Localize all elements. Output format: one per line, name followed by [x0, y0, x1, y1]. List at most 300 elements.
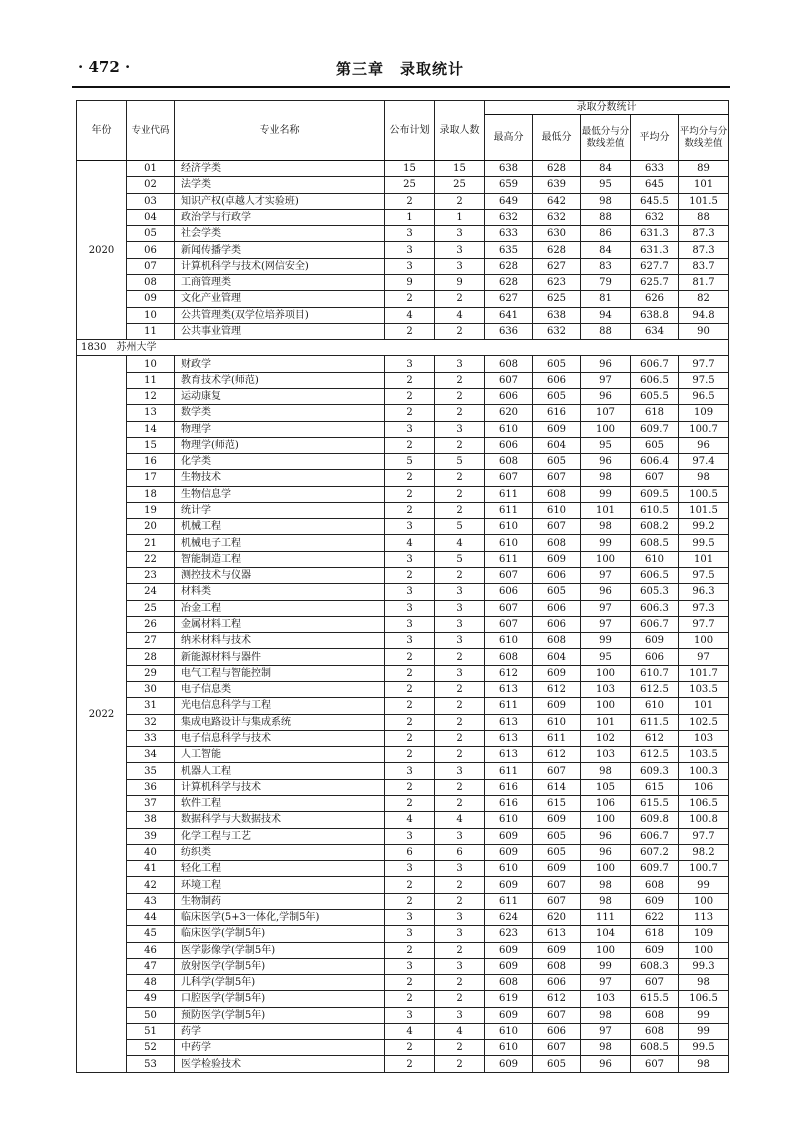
header-name: 专业名称	[175, 101, 385, 161]
table-cell: 106.5	[679, 795, 729, 811]
table-cell: 607	[533, 519, 581, 535]
table-cell: 30	[127, 682, 175, 698]
table-cell: 97.7	[679, 616, 729, 632]
table-cell: 27	[127, 633, 175, 649]
table-cell: 2	[435, 714, 485, 730]
table-cell: 28	[127, 649, 175, 665]
table-cell: 609.8	[631, 812, 679, 828]
table-cell: 3	[385, 958, 435, 974]
table-cell: 生物制药	[175, 893, 385, 909]
table-cell: 97.7	[679, 356, 729, 372]
table-cell: 45	[127, 926, 175, 942]
header-avg: 平均分	[631, 115, 679, 161]
year-cell: 2022	[77, 356, 127, 1072]
table-cell: 608	[485, 649, 533, 665]
table-cell: 2	[435, 568, 485, 584]
table-cell: 626	[631, 291, 679, 307]
table-cell: 生物信息学	[175, 486, 385, 502]
table-cell: 607	[533, 1040, 581, 1056]
table-cell: 605	[533, 828, 581, 844]
table-cell: 25	[385, 177, 435, 193]
table-cell: 99	[679, 877, 729, 893]
table-cell: 83	[581, 258, 631, 274]
table-cell: 101	[679, 698, 729, 714]
table-cell: 610	[533, 714, 581, 730]
table-cell: 2	[435, 991, 485, 1007]
table-cell: 628	[485, 274, 533, 290]
table-cell: 609	[485, 942, 533, 958]
table-cell: 607	[533, 763, 581, 779]
table-cell: 604	[533, 437, 581, 453]
table-row	[77, 844, 729, 860]
table-cell: 98	[581, 877, 631, 893]
table-cell: 98	[581, 893, 631, 909]
table-cell: 2	[435, 730, 485, 746]
table-cell: 610.7	[631, 665, 679, 681]
table-cell: 610	[485, 1023, 533, 1039]
table-cell: 625.7	[631, 274, 679, 290]
table-cell: 49	[127, 991, 175, 1007]
table-cell: 2	[385, 486, 435, 502]
table-cell: 616	[485, 779, 533, 795]
table-cell: 606	[485, 437, 533, 453]
table-cell: 2	[385, 682, 435, 698]
table-cell: 3	[435, 828, 485, 844]
table-cell: 98	[679, 470, 729, 486]
table-cell: 113	[679, 909, 729, 925]
table-cell: 638	[485, 161, 533, 177]
table-cell: 4	[435, 535, 485, 551]
table-cell: 2	[435, 747, 485, 763]
table-cell: 102	[581, 730, 631, 746]
table-cell: 100	[581, 861, 631, 877]
table-cell: 22	[127, 551, 175, 567]
table-cell: 96	[581, 454, 631, 470]
table-cell: 607	[485, 616, 533, 632]
table-cell: 607	[485, 568, 533, 584]
table-cell: 610	[485, 633, 533, 649]
table-cell: 624	[485, 909, 533, 925]
table-cell: 2	[435, 1056, 485, 1072]
table-cell: 618	[631, 405, 679, 421]
table-cell: 107	[581, 405, 631, 421]
table-cell: 人工智能	[175, 747, 385, 763]
table-cell: 冶金工程	[175, 600, 385, 616]
table-row	[77, 291, 729, 307]
table-cell: 100.7	[679, 861, 729, 877]
table-cell: 610	[485, 812, 533, 828]
table-cell: 611	[485, 763, 533, 779]
table-cell: 607.2	[631, 844, 679, 860]
table-cell: 610	[485, 421, 533, 437]
table-cell: 02	[127, 177, 175, 193]
table-cell: 6	[385, 844, 435, 860]
table-cell: 609.7	[631, 861, 679, 877]
table-cell: 608	[533, 958, 581, 974]
table-cell: 102.5	[679, 714, 729, 730]
page-number: · 472 ·	[78, 58, 131, 76]
table-cell: 630	[533, 226, 581, 242]
table-cell: 05	[127, 226, 175, 242]
table-cell: 619	[485, 991, 533, 1007]
table-cell: 95	[581, 649, 631, 665]
header-max: 最高分	[485, 115, 533, 161]
table-cell: 609	[485, 877, 533, 893]
table-row	[77, 405, 729, 421]
table-cell: 3	[385, 633, 435, 649]
table-cell: 101.7	[679, 665, 729, 681]
table-cell: 605	[533, 844, 581, 860]
table-cell: 3	[435, 421, 485, 437]
table-row	[77, 323, 729, 339]
table-cell: 610	[533, 502, 581, 518]
table-cell: 99.5	[679, 535, 729, 551]
header-avg-diff: 平均分与分数线差值	[679, 115, 729, 161]
table-row	[77, 1007, 729, 1023]
table-cell: 18	[127, 486, 175, 502]
table-cell: 99.5	[679, 1040, 729, 1056]
table-cell: 97	[581, 372, 631, 388]
table-cell: 2	[435, 193, 485, 209]
table-cell: 2	[385, 470, 435, 486]
table-cell: 2	[435, 795, 485, 811]
table-row	[77, 1023, 729, 1039]
table-row	[77, 682, 729, 698]
table-cell: 628	[533, 242, 581, 258]
table-cell: 605.3	[631, 584, 679, 600]
table-cell: 613	[485, 714, 533, 730]
table-cell: 609.5	[631, 486, 679, 502]
table-cell: 2	[385, 502, 435, 518]
table-cell: 96	[581, 388, 631, 404]
table-cell: 40	[127, 844, 175, 860]
table-cell: 608	[631, 877, 679, 893]
table-row	[77, 421, 729, 437]
table-cell: 2	[435, 893, 485, 909]
table-cell: 2	[435, 372, 485, 388]
table-cell: 607	[631, 470, 679, 486]
table-cell: 632	[533, 209, 581, 225]
table-cell: 95	[581, 437, 631, 453]
table-cell: 2	[435, 502, 485, 518]
table-row	[77, 763, 729, 779]
table-cell: 87.3	[679, 226, 729, 242]
table-row	[77, 307, 729, 323]
table-cell: 106.5	[679, 991, 729, 1007]
table-cell: 608	[485, 356, 533, 372]
table-cell: 5	[435, 551, 485, 567]
table-row	[77, 877, 729, 893]
table-cell: 604	[533, 649, 581, 665]
table-cell: 607	[533, 470, 581, 486]
table-cell: 633	[485, 226, 533, 242]
table-cell: 14	[127, 421, 175, 437]
table-cell: 公共事业管理	[175, 323, 385, 339]
table-cell: 609	[533, 421, 581, 437]
table-cell: 607	[631, 975, 679, 991]
header-score-group: 录取分数统计	[485, 101, 729, 115]
table-cell: 31	[127, 698, 175, 714]
table-row	[77, 388, 729, 404]
table-cell: 15	[127, 437, 175, 453]
table-cell: 100	[679, 893, 729, 909]
table-cell: 631.3	[631, 226, 679, 242]
table-cell: 628	[533, 161, 581, 177]
table-cell: 605	[631, 437, 679, 453]
table-row	[77, 454, 729, 470]
table-cell: 医学影像学(学制5年)	[175, 942, 385, 958]
table-cell: 中药学	[175, 1040, 385, 1056]
table-cell: 615.5	[631, 795, 679, 811]
table-cell: 2	[435, 779, 485, 795]
table-row	[77, 795, 729, 811]
table-cell: 609	[533, 942, 581, 958]
table-cell: 606	[533, 568, 581, 584]
university-row	[77, 340, 729, 356]
table-cell: 97.7	[679, 828, 729, 844]
table-cell: 81	[581, 291, 631, 307]
table-cell: 29	[127, 665, 175, 681]
table-row	[77, 437, 729, 453]
table-cell: 609	[485, 1056, 533, 1072]
table-cell: 96	[581, 828, 631, 844]
table-cell: 新能源材料与器件	[175, 649, 385, 665]
table-cell: 2	[385, 893, 435, 909]
table-cell: 84	[581, 242, 631, 258]
table-cell: 98	[581, 519, 631, 535]
table-cell: 639	[533, 177, 581, 193]
table-cell: 605	[533, 454, 581, 470]
table-cell: 3	[385, 763, 435, 779]
table-cell: 3	[385, 242, 435, 258]
table-cell: 36	[127, 779, 175, 795]
table-cell: 环境工程	[175, 877, 385, 893]
table-cell: 4	[385, 535, 435, 551]
table-cell: 23	[127, 568, 175, 584]
table-cell: 2	[435, 877, 485, 893]
table-row	[77, 926, 729, 942]
table-cell: 99	[581, 486, 631, 502]
table-cell: 2	[385, 991, 435, 1007]
table-cell: 607	[485, 470, 533, 486]
table-cell: 607	[533, 893, 581, 909]
table-cell: 10	[127, 356, 175, 372]
table-cell: 608	[631, 1007, 679, 1023]
header-min: 最低分	[533, 115, 581, 161]
table-cell: 临床医学(5+3一体化,学制5年)	[175, 909, 385, 925]
table-cell: 电气工程与智能控制	[175, 665, 385, 681]
table-cell: 606.7	[631, 828, 679, 844]
table-cell: 638	[533, 307, 581, 323]
table-row	[77, 714, 729, 730]
table-cell: 41	[127, 861, 175, 877]
table-cell: 608	[533, 486, 581, 502]
table-cell: 101	[581, 714, 631, 730]
table-row	[77, 1056, 729, 1072]
table-cell: 2	[385, 665, 435, 681]
table-cell: 96.3	[679, 584, 729, 600]
table-cell: 109	[679, 926, 729, 942]
table-cell: 635	[485, 242, 533, 258]
table-cell: 52	[127, 1040, 175, 1056]
table-cell: 610	[631, 551, 679, 567]
table-cell: 104	[581, 926, 631, 942]
table-cell: 610	[485, 1040, 533, 1056]
table-cell: 609	[485, 958, 533, 974]
table-cell: 100	[581, 665, 631, 681]
table-cell: 3	[435, 258, 485, 274]
table-cell: 2	[385, 568, 435, 584]
table-cell: 609	[485, 828, 533, 844]
table-cell: 3	[385, 600, 435, 616]
table-cell: 2	[385, 942, 435, 958]
table-cell: 89	[679, 161, 729, 177]
table-cell: 103	[581, 682, 631, 698]
table-cell: 2	[435, 437, 485, 453]
table-cell: 606.5	[631, 372, 679, 388]
table-cell: 608.3	[631, 958, 679, 974]
table-cell: 13	[127, 405, 175, 421]
table-cell: 83.7	[679, 258, 729, 274]
table-cell: 632	[485, 209, 533, 225]
table-cell: 3	[435, 926, 485, 942]
table-cell: 100.3	[679, 763, 729, 779]
table-cell: 606	[533, 600, 581, 616]
table-cell: 数据科学与大数据技术	[175, 812, 385, 828]
table-row	[77, 470, 729, 486]
table-row	[77, 177, 729, 193]
table-cell: 100.8	[679, 812, 729, 828]
table-cell: 3	[435, 633, 485, 649]
table-cell: 609	[533, 551, 581, 567]
table-cell: 95	[581, 177, 631, 193]
table-row	[77, 893, 729, 909]
table-cell: 620	[533, 909, 581, 925]
table-cell: 609	[631, 942, 679, 958]
table-cell: 21	[127, 535, 175, 551]
table-cell: 计算机科学与技术(网信安全)	[175, 258, 385, 274]
table-row	[77, 730, 729, 746]
table-cell: 3	[435, 1007, 485, 1023]
table-cell: 5	[435, 519, 485, 535]
table-cell: 609.7	[631, 421, 679, 437]
table-row	[77, 665, 729, 681]
table-cell: 物理学(师范)	[175, 437, 385, 453]
table-cell: 100	[581, 698, 631, 714]
table-cell: 3	[435, 665, 485, 681]
table-cell: 3	[435, 909, 485, 925]
table-cell: 医学检验技术	[175, 1056, 385, 1072]
table-cell: 99	[581, 633, 631, 649]
table-cell: 605	[533, 1056, 581, 1072]
table-cell: 3	[385, 551, 435, 567]
table-cell: 4	[385, 812, 435, 828]
table-cell: 103	[679, 730, 729, 746]
table-cell: 4	[435, 307, 485, 323]
table-cell: 606	[485, 584, 533, 600]
table-cell: 计算机科学与技术	[175, 779, 385, 795]
table-cell: 3	[435, 958, 485, 974]
table-cell: 632	[631, 209, 679, 225]
table-row	[77, 698, 729, 714]
table-cell: 2	[385, 388, 435, 404]
table-row	[77, 209, 729, 225]
table-cell: 96.5	[679, 388, 729, 404]
table-row	[77, 258, 729, 274]
table-cell: 97	[581, 975, 631, 991]
table-cell: 101	[581, 502, 631, 518]
table-row	[77, 909, 729, 925]
table-cell: 2	[385, 323, 435, 339]
table-cell: 615.5	[631, 991, 679, 1007]
table-cell: 3	[385, 519, 435, 535]
table-cell: 103	[581, 991, 631, 1007]
table-cell: 2	[385, 877, 435, 893]
table-cell: 627	[533, 258, 581, 274]
table-cell: 2	[435, 291, 485, 307]
table-cell: 607	[533, 877, 581, 893]
table-cell: 609	[485, 844, 533, 860]
table-cell: 101.5	[679, 502, 729, 518]
table-cell: 9	[385, 274, 435, 290]
table-cell: 物理学	[175, 421, 385, 437]
table-cell: 法学类	[175, 177, 385, 193]
table-cell: 统计学	[175, 502, 385, 518]
header-min-diff: 最低分与分数线差值	[581, 115, 631, 161]
table-cell: 2	[435, 682, 485, 698]
table-cell: 2	[385, 730, 435, 746]
table-cell: 公共管理类(双学位培养项目)	[175, 307, 385, 323]
table-cell: 98	[581, 763, 631, 779]
table-cell: 2	[385, 714, 435, 730]
table-cell: 99	[581, 958, 631, 974]
table-cell: 电子信息类	[175, 682, 385, 698]
table-cell: 627.7	[631, 258, 679, 274]
table-cell: 628	[485, 258, 533, 274]
table-cell: 99.3	[679, 958, 729, 974]
table-cell: 51	[127, 1023, 175, 1039]
table-cell: 97	[581, 600, 631, 616]
table-cell: 100	[581, 421, 631, 437]
table-cell: 2	[385, 747, 435, 763]
table-cell: 88	[581, 209, 631, 225]
table-cell: 03	[127, 193, 175, 209]
table-cell: 3	[385, 909, 435, 925]
table-cell: 3	[435, 242, 485, 258]
table-cell: 轻化工程	[175, 861, 385, 877]
table-row	[77, 356, 729, 372]
table-cell: 48	[127, 975, 175, 991]
table-cell: 606.5	[631, 568, 679, 584]
table-cell: 94	[581, 307, 631, 323]
table-cell: 608	[533, 633, 581, 649]
table-cell: 610	[631, 698, 679, 714]
table-cell: 纺织类	[175, 844, 385, 860]
table-cell: 103.5	[679, 682, 729, 698]
table-cell: 3	[385, 226, 435, 242]
table-cell: 15	[385, 161, 435, 177]
table-cell: 97	[581, 616, 631, 632]
table-cell: 5	[435, 454, 485, 470]
table-cell: 615	[533, 795, 581, 811]
table-cell: 610	[485, 861, 533, 877]
table-cell: 609	[533, 861, 581, 877]
table-cell: 3	[385, 356, 435, 372]
table-cell: 620	[485, 405, 533, 421]
table-cell: 1	[385, 209, 435, 225]
header-admitted: 录取人数	[435, 101, 485, 161]
table-cell: 636	[485, 323, 533, 339]
